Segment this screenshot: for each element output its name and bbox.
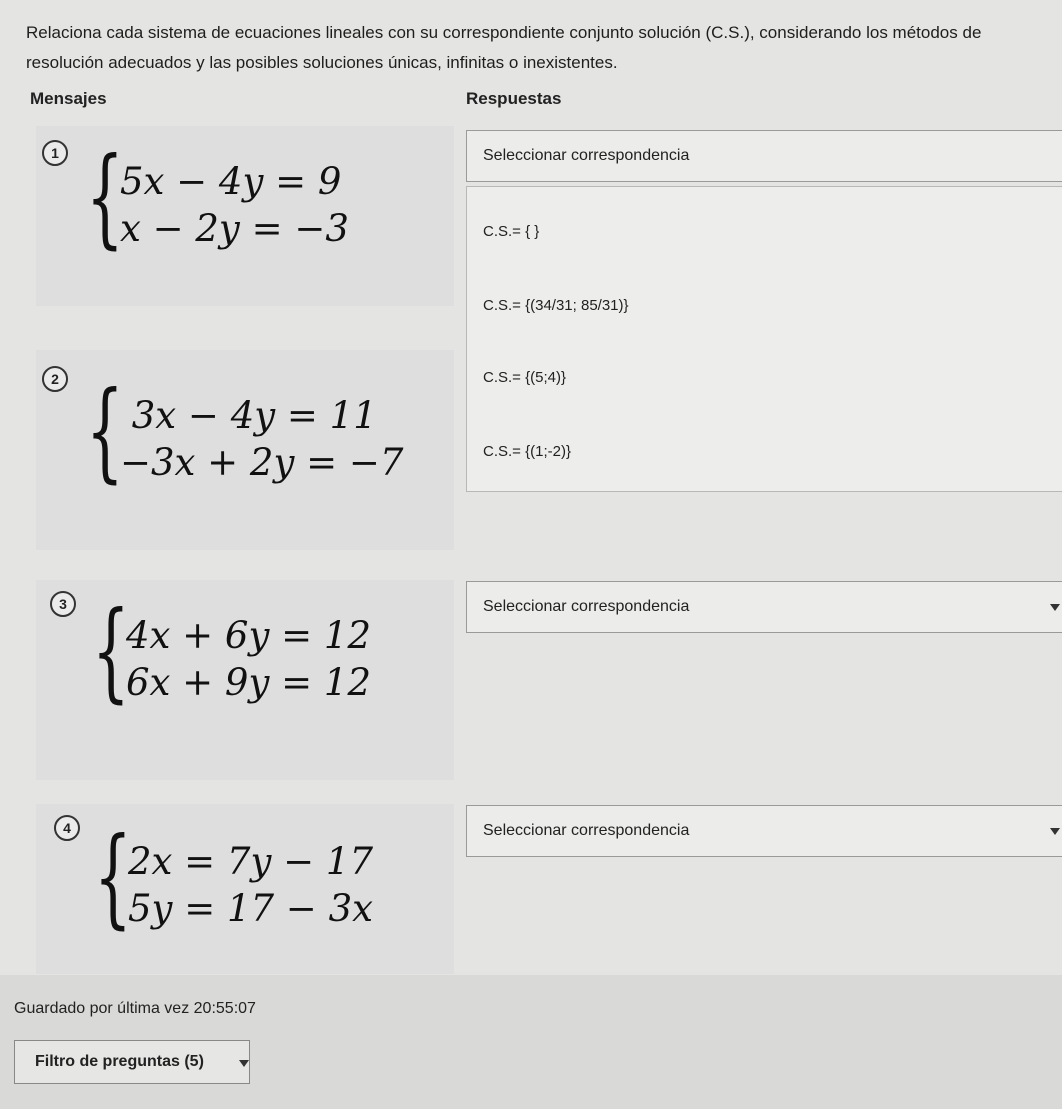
question-instructions: Relaciona cada sistema de ecuaciones lineales con su correspondiente conjunto solución (C.S.), considerando los métodos de resolución adecuados y las posibles soluciones únicas, infinitas o inexistentes. xyxy=(26,23,982,72)
equation-3b: 6x + 9y = 12 xyxy=(126,661,371,704)
chevron-down-icon xyxy=(1050,828,1060,835)
option-empty-set[interactable]: C.S.= { } xyxy=(483,223,540,240)
equation-4b: 5y = 17 − 3x xyxy=(128,887,373,930)
equation-system-3 xyxy=(92,589,371,714)
select-label-3: Seleccionar correspondencia xyxy=(483,598,690,615)
equation-system-2 xyxy=(86,369,404,494)
select-label-1: Seleccionar correspondencia xyxy=(483,147,690,164)
item-number-4: 4 xyxy=(54,815,80,841)
brace-icon: { xyxy=(92,589,130,714)
messages-header: Mensajes xyxy=(30,89,107,108)
option-1-neg2[interactable]: C.S.= {(1;-2)} xyxy=(483,443,571,460)
equation-2b: −3x + 2y = −7 xyxy=(120,441,404,484)
equation-system-4 xyxy=(94,815,373,940)
item-number-3: 3 xyxy=(50,591,76,617)
last-saved-text: Guardado por última vez 20:55:07 xyxy=(14,1000,256,1017)
chevron-down-icon xyxy=(1050,604,1060,611)
answers-header: Respuestas xyxy=(466,89,562,108)
equation-4a: 2x = 7y − 17 xyxy=(128,840,373,883)
select-label-4: Seleccionar correspondencia xyxy=(483,822,690,839)
item-number-2: 2 xyxy=(42,366,68,392)
equation-2a: 3x − 4y = 11 xyxy=(120,394,377,437)
select-correspondence-1[interactable] xyxy=(466,130,1062,182)
brace-icon: { xyxy=(86,369,124,494)
brace-icon: { xyxy=(94,815,132,940)
equation-1b: x − 2y = −3 xyxy=(120,207,349,250)
option-5-4[interactable]: C.S.= {(5;4)} xyxy=(483,369,566,386)
caret-down-icon xyxy=(239,1060,249,1067)
select-correspondence-3[interactable] xyxy=(466,581,1062,633)
brace-icon: { xyxy=(86,135,124,260)
option-34-31-85-31[interactable]: C.S.= {(34/31; 85/31)} xyxy=(483,297,629,314)
equation-system-1 xyxy=(86,135,349,260)
filter-label: Filtro de preguntas (5) xyxy=(35,1053,204,1070)
correspondence-dropdown-list xyxy=(466,186,1062,492)
item-number-1: 1 xyxy=(42,140,68,166)
equation-3a: 4x + 6y = 12 xyxy=(126,614,371,657)
equation-1a: 5x − 4y = 9 xyxy=(120,160,342,203)
select-correspondence-4[interactable] xyxy=(466,805,1062,857)
question-filter-button[interactable] xyxy=(14,1040,250,1084)
